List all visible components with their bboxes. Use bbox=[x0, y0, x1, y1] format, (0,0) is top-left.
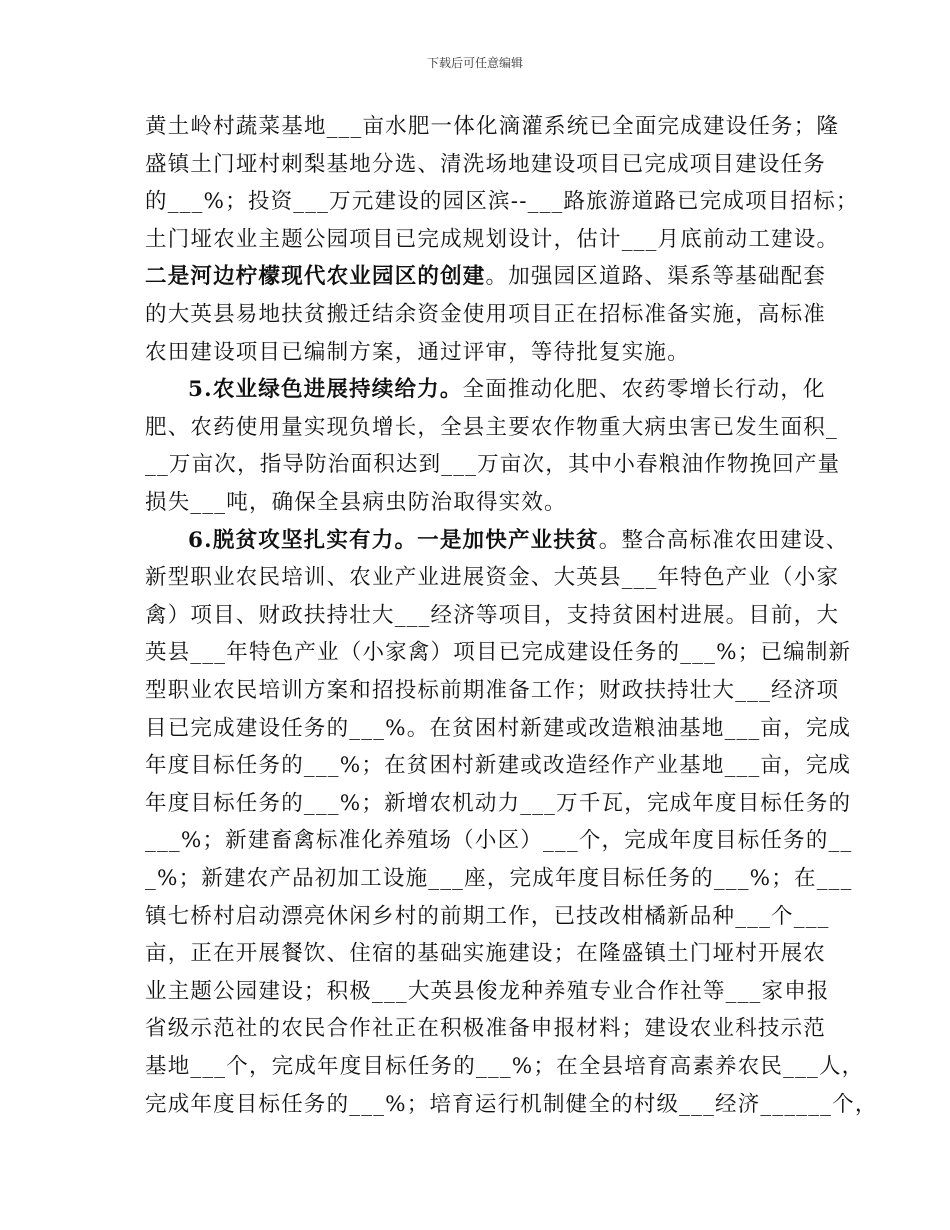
body-text: __万亩次，指导防治面积达到___万亩次，其中小春粮油作物挽回产量 bbox=[145, 452, 841, 478]
body-text: 土门垭农业主题公园项目已完成规划设计，估计___月底前动工建设。 bbox=[145, 226, 840, 252]
body-text: 盛镇土门垭村刺梨基地分选、清洗场地建设项目已完成项目建设任务 bbox=[145, 151, 827, 177]
body-text: 英县___年特色产业（小家禽）项目已完成建设任务的___%；已编制新 bbox=[145, 640, 852, 666]
body-text: 基地___个，完成年度目标任务的___%；在全县培育高素养农民___人， bbox=[145, 1054, 865, 1079]
text-line bbox=[145, 678, 840, 703]
text-line bbox=[188, 527, 849, 553]
body-text: 的大英县易地扶贫搬迁结余资金使用项目正在招标准备实施，高标准 bbox=[145, 302, 827, 327]
body-text: 业主题公园建设；积极___大英县俊龙种养殖专业合作社等___家申报 bbox=[145, 978, 830, 1004]
text-line bbox=[145, 414, 838, 440]
text-line bbox=[145, 1018, 825, 1040]
text-line bbox=[145, 565, 840, 591]
text-line bbox=[145, 903, 830, 929]
text-line bbox=[145, 790, 852, 816]
text-line bbox=[145, 1054, 865, 1079]
text-line bbox=[145, 304, 825, 326]
body-text: 目已完成建设任务的___%。在贫困村新建或改造粮油基地___亩，完成 bbox=[145, 715, 852, 741]
body-text: _%；新建农产品初加工设施___座，完成年度目标任务的___%；在___ bbox=[145, 866, 853, 891]
body-text: 肥、农药使用量实现负增长，全县主要农作物重大病虫害已发生面积_ bbox=[145, 414, 838, 440]
bold-heading-text: 6.脱贫攻坚扎实有力。一是加快产业扶贫 bbox=[188, 527, 599, 553]
text-line bbox=[145, 943, 825, 965]
text-line bbox=[145, 151, 827, 177]
text-line bbox=[145, 452, 841, 478]
body-text: 黄土岭村蔬菜基地___亩水肥一体化滴灌系统已全面完成建设任务；隆 bbox=[145, 114, 840, 139]
body-text: 亩，正在开展餐饮、住宿的基础实施建设；在隆盛镇土门垭村开展农 bbox=[145, 941, 827, 967]
text-line bbox=[145, 1091, 878, 1117]
body-text: 型职业农民培训方案和招投标前期准备工作；财政扶持壮大___经济项 bbox=[145, 678, 840, 703]
text-line bbox=[145, 339, 825, 365]
body-text: 全面推动化肥、农药零增长行动，化 bbox=[462, 377, 826, 403]
body-text: 完成年度目标任务的___%；培育运行机制健全的村级___经济______个， bbox=[145, 1091, 878, 1117]
body-text: 损失___吨，确保全县病虫防治取得实效。 bbox=[145, 490, 567, 515]
text-line bbox=[145, 226, 840, 252]
page-header: 下载后可任意编辑 bbox=[426, 56, 523, 70]
text-line bbox=[145, 114, 840, 139]
body-text: 。整合高标准农田建设、 bbox=[598, 527, 849, 553]
body-text: 年度目标任务的___%；在贫困村新建或改造经作产业基地___亩，完成 bbox=[145, 753, 852, 779]
body-text: ___%；新建畜禽标准化养殖场（小区）___个，完成年度目标任务的__ bbox=[145, 828, 853, 854]
body-text: 的___%；投资___万元建设的园区滨--___路旅游道路已完成项目招标； bbox=[145, 189, 859, 215]
body-text: 禽）项目、财政扶持壮大___经济等项目，支持贫困村进展。目前，大 bbox=[145, 602, 840, 628]
text-line bbox=[188, 379, 825, 401]
bold-heading-text: 5.农业绿色进展持续给力。 bbox=[188, 377, 463, 403]
text-line bbox=[145, 715, 852, 741]
text-line bbox=[145, 866, 853, 891]
text-line bbox=[145, 978, 830, 1004]
body-text: 镇七桥村启动漂亮休闲乡村的前期工作，已技改柑橘新品种___个___ bbox=[145, 903, 830, 929]
text-line bbox=[145, 828, 853, 854]
bold-heading-text: 二是河边柠檬现代农业园区的创建 bbox=[145, 264, 486, 290]
body-text: 省级示范社的农民合作社正在积极准备申报材料；建设农业科技示范 bbox=[145, 1016, 827, 1042]
body-text: 农田建设项目已编制方案，通过评审，等待批复实施。 bbox=[145, 339, 690, 365]
text-line bbox=[145, 492, 825, 514]
text-line bbox=[145, 640, 852, 666]
body-text: 年度目标任务的___%；新增农机动力___万千瓦，完成年度目标任务的 bbox=[145, 790, 852, 816]
text-line bbox=[145, 189, 859, 215]
body-text: 新型职业农民培训、农业产业进展资金、大英县___年特色产业（小家 bbox=[145, 565, 840, 591]
body-text: 。加强园区道路、渠系等基础配套 bbox=[485, 264, 827, 290]
text-line bbox=[145, 266, 825, 288]
text-line bbox=[145, 602, 840, 628]
text-line bbox=[145, 753, 852, 779]
